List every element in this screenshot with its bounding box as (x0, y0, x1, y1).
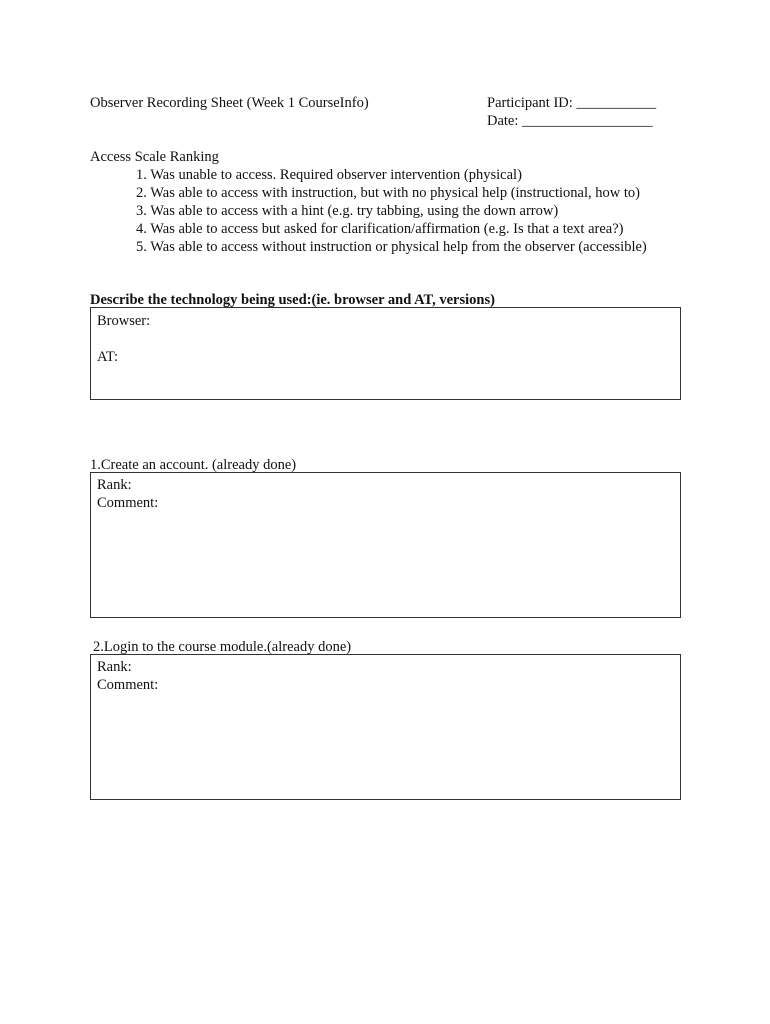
scale-item: 3. Was able to access with a hint (e.g. try tabbing, using the down arrow) (136, 203, 559, 219)
access-scale-heading: Access Scale Ranking (90, 149, 219, 165)
date-field: Date: __________________ (487, 113, 653, 129)
task-title: 1.Create an account. (already done) (90, 457, 297, 473)
comment-label: Comment: (97, 495, 159, 511)
task-box[interactable] (90, 472, 681, 618)
technology-heading: Describe the technology being used:(ie. browser and AT, versions) (90, 292, 495, 308)
scale-item: 2. Was able to access with instruction, but with no physical help (instructional, how to) (136, 185, 640, 201)
rank-label: Rank: (97, 659, 132, 675)
sheet-title: Observer Recording Sheet (Week 1 CourseInfo) (90, 95, 369, 111)
rank-label: Rank: (97, 477, 132, 493)
participant-id-field: Participant ID: ___________ (487, 95, 657, 111)
browser-label: Browser: (97, 313, 151, 329)
comment-label: Comment: (97, 677, 159, 693)
scale-item: 5. Was able to access without instruction or physical help from the observer (accessible) (136, 239, 647, 255)
at-label: AT: (97, 349, 119, 365)
scale-item: 1. Was unable to access. Required observer intervention (physical) (136, 167, 522, 183)
task-title: 2.Login to the course module.(already done) (93, 639, 352, 655)
task-box[interactable] (90, 654, 681, 800)
scale-item: 4. Was able to access but asked for clarification/affirmation (e.g. Is that a text area?) (136, 221, 624, 237)
technology-box[interactable] (90, 307, 681, 400)
